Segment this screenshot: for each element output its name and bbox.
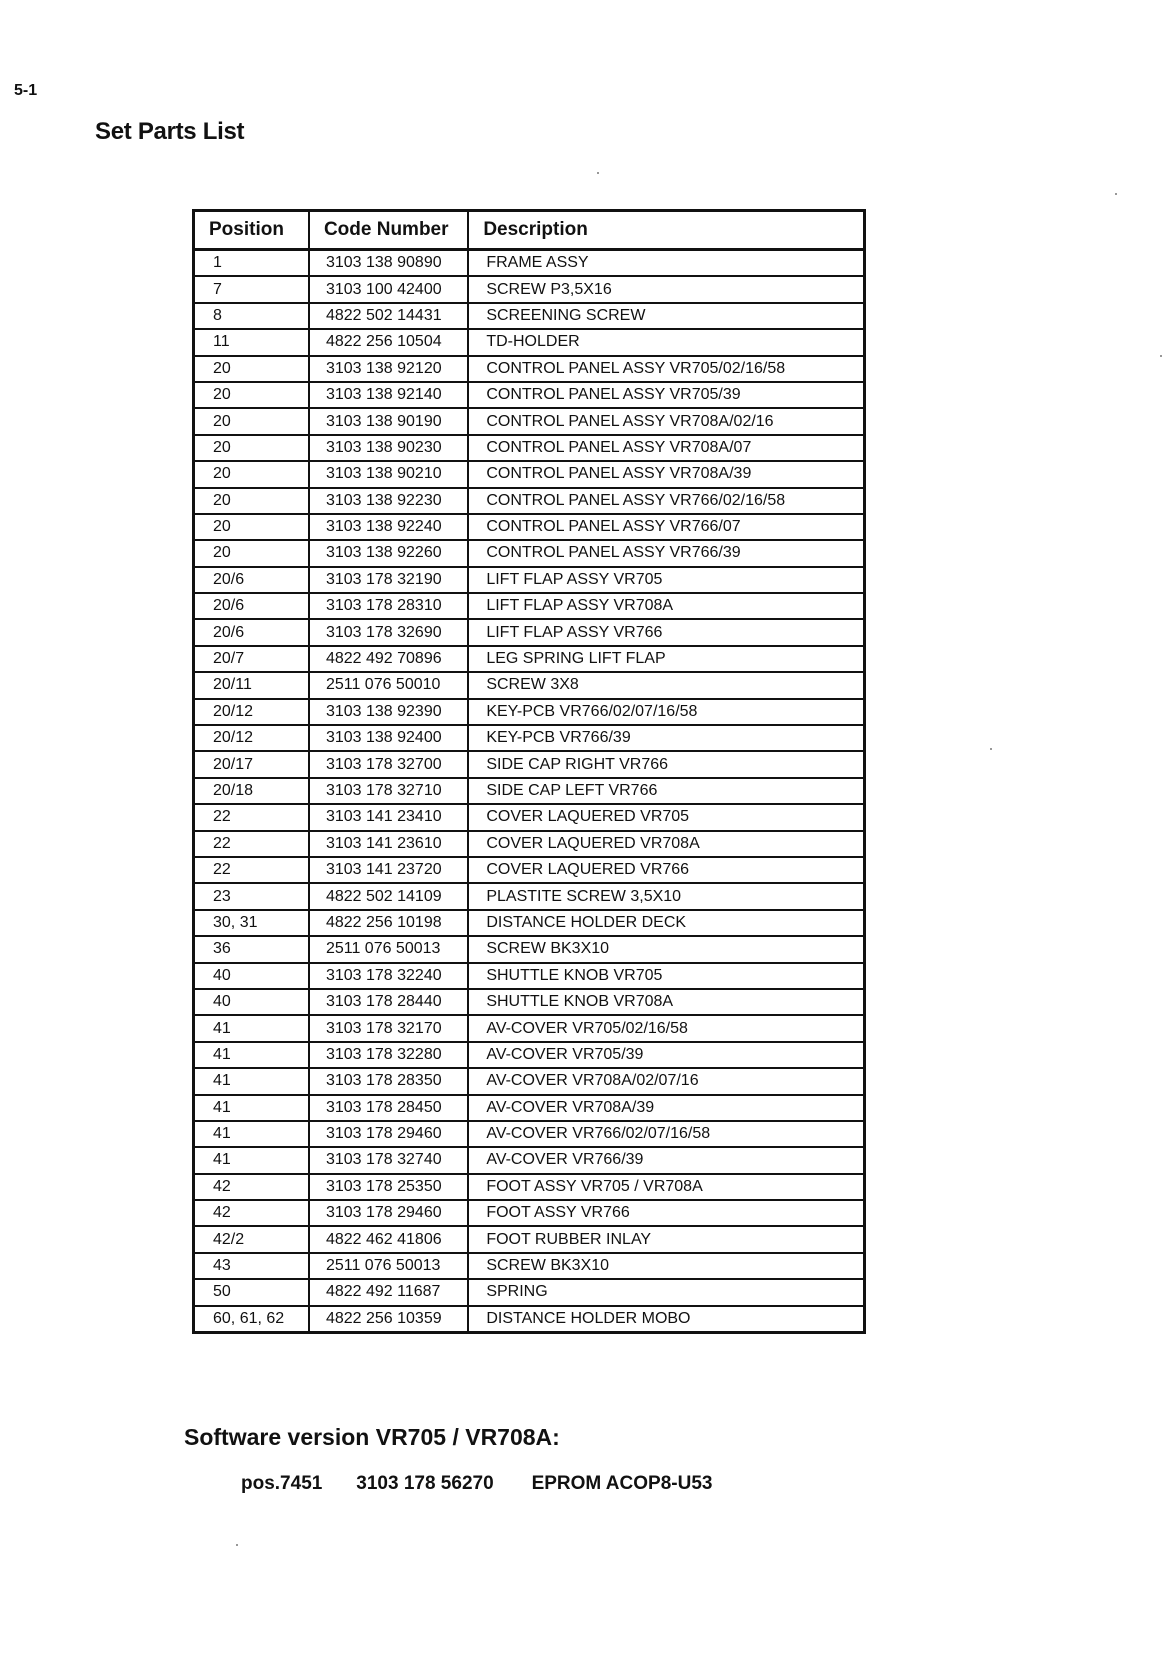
page-title: Set Parts List <box>95 118 245 145</box>
code-number-cell: 3103 138 90210 <box>309 461 468 487</box>
scan-speck <box>990 748 992 750</box>
code-number-cell: 2511 076 50013 <box>309 936 468 962</box>
table-row <box>194 1253 865 1279</box>
code-number-cell: 4822 502 14109 <box>309 883 468 909</box>
position-cell: 41 <box>194 1095 309 1121</box>
code-number-cell: 3103 178 32240 <box>309 963 468 989</box>
description-cell: AV-COVER VR708A/39 <box>468 1095 864 1121</box>
position-cell: 22 <box>194 831 309 857</box>
code-number-cell: 3103 138 92230 <box>309 488 468 514</box>
code-number-cell: 3103 141 23610 <box>309 831 468 857</box>
code-number-cell: 3103 141 23720 <box>309 857 468 883</box>
position-cell: 1 <box>194 250 309 277</box>
code-number-cell: 3103 138 92140 <box>309 382 468 408</box>
header-code-number: Code Number <box>309 211 468 250</box>
table-row <box>194 1015 865 1041</box>
table-row <box>194 1200 865 1226</box>
software-version-line <box>241 1473 712 1495</box>
description-cell: CONTROL PANEL ASSY VR766/07 <box>468 514 864 540</box>
table-row <box>194 1306 865 1333</box>
position-cell: 11 <box>194 329 309 355</box>
position-cell: 50 <box>194 1279 309 1305</box>
table-row <box>194 488 865 514</box>
table-row <box>194 857 865 883</box>
table-header-row <box>194 211 865 250</box>
code-number-cell: 3103 138 92400 <box>309 725 468 751</box>
position-cell: 41 <box>194 1147 309 1173</box>
position-cell: 40 <box>194 989 309 1015</box>
description-cell: SHUTTLE KNOB VR708A <box>468 989 864 1015</box>
table-row <box>194 593 865 619</box>
description-cell: KEY-PCB VR766/02/07/16/58 <box>468 699 864 725</box>
code-number-cell: 3103 178 32190 <box>309 567 468 593</box>
description-cell: FOOT RUBBER INLAY <box>468 1226 864 1252</box>
position-cell: 20/6 <box>194 567 309 593</box>
position-cell: 20/11 <box>194 672 309 698</box>
position-cell: 23 <box>194 883 309 909</box>
description-cell: CONTROL PANEL ASSY VR705/02/16/58 <box>468 356 864 382</box>
description-cell: COVER LAQUERED VR705 <box>468 804 864 830</box>
position-cell: 41 <box>194 1068 309 1094</box>
code-number-cell: 3103 178 32280 <box>309 1042 468 1068</box>
table-row <box>194 883 865 909</box>
table-row <box>194 1174 865 1200</box>
position-cell: 20 <box>194 356 309 382</box>
description-cell: AV-COVER VR766/39 <box>468 1147 864 1173</box>
description-cell: PLASTITE SCREW 3,5X10 <box>468 883 864 909</box>
code-number-cell: 3103 138 92390 <box>309 699 468 725</box>
position-cell: 22 <box>194 857 309 883</box>
table-row <box>194 1147 865 1173</box>
table-row <box>194 540 865 566</box>
description-cell: FOOT ASSY VR705 / VR708A <box>468 1174 864 1200</box>
code-number-cell: 3103 178 28440 <box>309 989 468 1015</box>
parts-table-body <box>194 250 865 1333</box>
position-cell: 7 <box>194 276 309 302</box>
position-cell: 41 <box>194 1121 309 1147</box>
position-cell: 20 <box>194 435 309 461</box>
table-row <box>194 356 865 382</box>
table-row <box>194 1226 865 1252</box>
code-number-cell: 3103 178 32690 <box>309 619 468 645</box>
description-cell: SHUTTLE KNOB VR705 <box>468 963 864 989</box>
description-cell: CONTROL PANEL ASSY VR766/39 <box>468 540 864 566</box>
description-cell: FRAME ASSY <box>468 250 864 277</box>
description-cell: LIFT FLAP ASSY VR766 <box>468 619 864 645</box>
code-number-cell: 3103 138 90230 <box>309 435 468 461</box>
position-cell: 20 <box>194 488 309 514</box>
table-row <box>194 461 865 487</box>
scan-speck <box>1160 355 1162 357</box>
table-row <box>194 1095 865 1121</box>
position-cell: 20 <box>194 408 309 434</box>
code-number-cell: 4822 256 10359 <box>309 1306 468 1333</box>
description-cell: SIDE CAP LEFT VR766 <box>468 778 864 804</box>
code-number-cell: 4822 256 10504 <box>309 329 468 355</box>
parts-table <box>192 209 866 1334</box>
description-cell: SPRING <box>468 1279 864 1305</box>
software-code-number: 3103 178 56270 <box>356 1473 494 1494</box>
description-cell: SCREW BK3X10 <box>468 1253 864 1279</box>
table-row <box>194 1068 865 1094</box>
position-cell: 20 <box>194 382 309 408</box>
position-cell: 41 <box>194 1042 309 1068</box>
position-cell: 42 <box>194 1200 309 1226</box>
table-row <box>194 963 865 989</box>
table-row <box>194 804 865 830</box>
table-row <box>194 514 865 540</box>
code-number-cell: 4822 462 41806 <box>309 1226 468 1252</box>
code-number-cell: 3103 178 28310 <box>309 593 468 619</box>
code-number-cell: 3103 138 92240 <box>309 514 468 540</box>
table-row <box>194 910 865 936</box>
description-cell: SIDE CAP RIGHT VR766 <box>468 751 864 777</box>
description-cell: AV-COVER VR705/39 <box>468 1042 864 1068</box>
code-number-cell: 2511 076 50013 <box>309 1253 468 1279</box>
description-cell: AV-COVER VR705/02/16/58 <box>468 1015 864 1041</box>
code-number-cell: 3103 100 42400 <box>309 276 468 302</box>
description-cell: TD-HOLDER <box>468 329 864 355</box>
software-version-heading: Software version VR705 / VR708A: <box>184 1424 560 1450</box>
code-number-cell: 3103 138 90190 <box>309 408 468 434</box>
description-cell: LEG SPRING LIFT FLAP <box>468 646 864 672</box>
code-number-cell: 3103 141 23410 <box>309 804 468 830</box>
table-row <box>194 382 865 408</box>
code-number-cell: 3103 138 90890 <box>309 250 468 277</box>
code-number-cell: 4822 492 11687 <box>309 1279 468 1305</box>
header-description: Description <box>468 211 864 250</box>
description-cell: AV-COVER VR708A/02/07/16 <box>468 1068 864 1094</box>
position-cell: 20/12 <box>194 725 309 751</box>
table-row <box>194 1121 865 1147</box>
table-row <box>194 567 865 593</box>
position-cell: 20/6 <box>194 619 309 645</box>
description-cell: SCREW 3X8 <box>468 672 864 698</box>
position-cell: 20 <box>194 514 309 540</box>
table-row <box>194 751 865 777</box>
position-cell: 20/6 <box>194 593 309 619</box>
position-cell: 20 <box>194 540 309 566</box>
scan-speck <box>236 1544 238 1546</box>
description-cell: FOOT ASSY VR766 <box>468 1200 864 1226</box>
scan-speck <box>1115 193 1117 195</box>
position-cell: 36 <box>194 936 309 962</box>
table-row <box>194 408 865 434</box>
description-cell: CONTROL PANEL ASSY VR708A/39 <box>468 461 864 487</box>
page-number: 5-1 <box>14 82 38 99</box>
table-row <box>194 936 865 962</box>
description-cell: CONTROL PANEL ASSY VR705/39 <box>468 382 864 408</box>
table-row <box>194 725 865 751</box>
table-row <box>194 1279 865 1305</box>
position-cell: 20/18 <box>194 778 309 804</box>
code-number-cell: 4822 256 10198 <box>309 910 468 936</box>
code-number-cell: 3103 178 25350 <box>309 1174 468 1200</box>
code-number-cell: 3103 178 29460 <box>309 1200 468 1226</box>
code-number-cell: 3103 178 32710 <box>309 778 468 804</box>
table-row <box>194 778 865 804</box>
table-row <box>194 646 865 672</box>
code-number-cell: 3103 178 28350 <box>309 1068 468 1094</box>
software-position: pos.7451 <box>241 1473 323 1494</box>
description-cell: COVER LAQUERED VR708A <box>468 831 864 857</box>
position-cell: 60, 61, 62 <box>194 1306 309 1333</box>
position-cell: 42/2 <box>194 1226 309 1252</box>
description-cell: LIFT FLAP ASSY VR708A <box>468 593 864 619</box>
position-cell: 22 <box>194 804 309 830</box>
header-position: Position <box>194 211 309 250</box>
position-cell: 20/17 <box>194 751 309 777</box>
position-cell: 20/7 <box>194 646 309 672</box>
code-number-cell: 4822 502 14431 <box>309 303 468 329</box>
position-cell: 8 <box>194 303 309 329</box>
table-row <box>194 329 865 355</box>
table-row <box>194 619 865 645</box>
description-cell: DISTANCE HOLDER DECK <box>468 910 864 936</box>
position-cell: 20/12 <box>194 699 309 725</box>
code-number-cell: 3103 138 92260 <box>309 540 468 566</box>
position-cell: 41 <box>194 1015 309 1041</box>
description-cell: LIFT FLAP ASSY VR705 <box>468 567 864 593</box>
description-cell: COVER LAQUERED VR766 <box>468 857 864 883</box>
table-row <box>194 1042 865 1068</box>
code-number-cell: 3103 178 29460 <box>309 1121 468 1147</box>
code-number-cell: 4822 492 70896 <box>309 646 468 672</box>
position-cell: 40 <box>194 963 309 989</box>
description-cell: AV-COVER VR766/02/07/16/58 <box>468 1121 864 1147</box>
position-cell: 20 <box>194 461 309 487</box>
position-cell: 42 <box>194 1174 309 1200</box>
description-cell: DISTANCE HOLDER MOBO <box>468 1306 864 1333</box>
code-number-cell: 2511 076 50010 <box>309 672 468 698</box>
table-row <box>194 250 865 277</box>
table-row <box>194 435 865 461</box>
table-row <box>194 699 865 725</box>
table-row <box>194 989 865 1015</box>
code-number-cell: 3103 178 28450 <box>309 1095 468 1121</box>
description-cell: SCREW P3,5X16 <box>468 276 864 302</box>
code-number-cell: 3103 138 92120 <box>309 356 468 382</box>
description-cell: SCREENING SCREW <box>468 303 864 329</box>
scan-speck <box>597 172 599 174</box>
position-cell: 30, 31 <box>194 910 309 936</box>
code-number-cell: 3103 178 32170 <box>309 1015 468 1041</box>
table-row <box>194 831 865 857</box>
table-row <box>194 672 865 698</box>
description-cell: CONTROL PANEL ASSY VR708A/07 <box>468 435 864 461</box>
description-cell: SCREW BK3X10 <box>468 936 864 962</box>
description-cell: CONTROL PANEL ASSY VR708A/02/16 <box>468 408 864 434</box>
code-number-cell: 3103 178 32700 <box>309 751 468 777</box>
description-cell: CONTROL PANEL ASSY VR766/02/16/58 <box>468 488 864 514</box>
description-cell: KEY-PCB VR766/39 <box>468 725 864 751</box>
software-description: EPROM ACOP8-U53 <box>531 1473 713 1494</box>
code-number-cell: 3103 178 32740 <box>309 1147 468 1173</box>
table-row <box>194 276 865 302</box>
position-cell: 43 <box>194 1253 309 1279</box>
table-row <box>194 303 865 329</box>
